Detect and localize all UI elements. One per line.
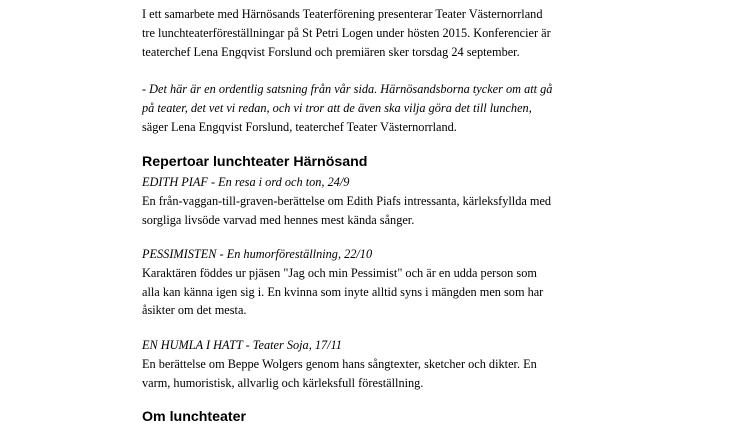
intro-line: teaterchef Lena Engqvist Forslund och premiären sker torsdag 24 september. — [142, 44, 520, 59]
intro-paragraph — [142, 5, 551, 61]
show-description-line: varm, humoristisk, allvarlig och kärleksfull föreställning. — [142, 375, 424, 390]
quote-comma: , — [528, 100, 532, 115]
show-description-line: En berättelse om Beppe Wolgers genom hans sångtexter, sketcher och dikter. En — [142, 356, 537, 371]
show-description-line: alla kan känna igen sig i. En kvinna som inyte alltid syns i mängden men som har — [142, 284, 544, 299]
repertoire-heading: Repertoar lunchteater Härnösand — [142, 154, 368, 170]
show-description-line: En från-vaggan-till-graven-berättelse om Edith Piafs intressanta, kärleksfyllda med — [142, 193, 552, 208]
quote-italic: - Det här är en ordentlig satsning från vår sida. Härnösandsborna tycker om att gå — [142, 82, 553, 96]
quote-line — [142, 99, 552, 118]
quote-attribution: säger Lena Engqvist Forslund, teaterchef Teater Västernorrland. — [142, 119, 457, 134]
show-description-line: Karaktären föddes ur pjäsen "Jag och min Pessimist" och är en udda person som — [142, 265, 537, 280]
show-title: PESSIMISTEN - En humorföreställning, 22/10 — [142, 247, 373, 261]
quote-italic: på teater, det vet vi redan, och vi tror att de även ska vilja göra det till lunchen — [142, 100, 529, 115]
quote-line — [142, 80, 552, 99]
quote-paragraph — [142, 80, 552, 136]
intro-line: I ett samarbete med Härnösands Teaterförening presenterar Teater Västernorrland — [142, 7, 543, 21]
show-title: EN HUMLA I HATT - Teater Soja, 17/11 — [142, 338, 342, 352]
show-item — [142, 245, 543, 320]
intro-line: tre lunchteaterföreställningar på St Petri Logen under hösten 2015. Konferencier är — [142, 25, 551, 40]
next-section-heading: Om lunchteater — [142, 409, 247, 425]
show-item — [142, 173, 551, 229]
show-description-line: sorgliga livsöde varvad med hennes mest kända sånger. — [142, 212, 415, 227]
show-description-line: åsikter om det mesta. — [142, 303, 247, 318]
show-title: EDITH PIAF - En resa i ord och ton, 24/9 — [142, 175, 350, 189]
show-item — [142, 336, 537, 392]
